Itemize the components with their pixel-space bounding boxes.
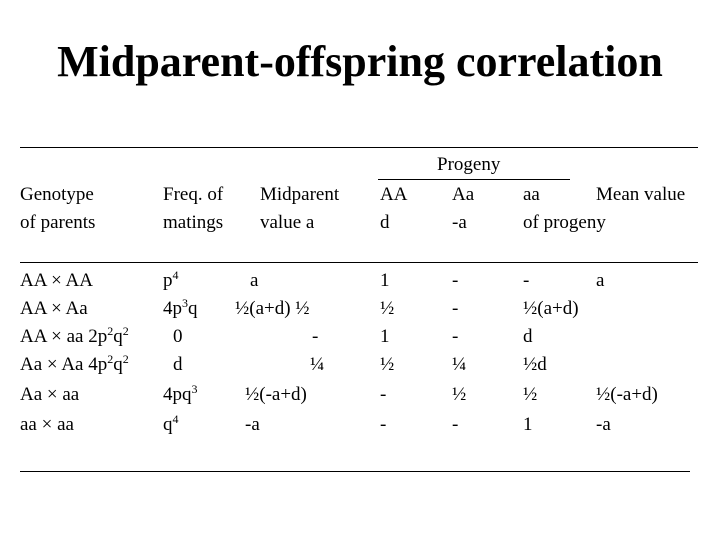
table-row-cross: AA × aa $2p^2q^2$ bbox=[20, 324, 129, 347]
table-row-col-aa: ½ bbox=[523, 384, 538, 405]
header-col-AA-sub: d bbox=[380, 212, 390, 233]
header-freq-sub: matings bbox=[163, 212, 224, 233]
table-row-col-aa: d bbox=[523, 326, 533, 347]
table-row-midparent: -a bbox=[245, 414, 260, 435]
progeny-rule bbox=[378, 179, 570, 180]
header-col-Aa: Aa bbox=[452, 184, 475, 205]
table-row-col-AA: - bbox=[380, 414, 387, 435]
table-row-col-Aa: - bbox=[452, 270, 459, 291]
table-row-freq: $4pq^3$ bbox=[163, 382, 198, 405]
table-row-midparent: ½(a+d) ½ bbox=[235, 298, 310, 319]
header-midparent: Midparent bbox=[260, 184, 340, 205]
table-row-col-Aa: ½ bbox=[452, 384, 467, 405]
table-row-col-AA: 1 bbox=[380, 270, 390, 291]
table-row-mean: -a bbox=[596, 414, 611, 435]
header-col-AA: AA bbox=[380, 184, 408, 205]
header-midparent-sub: value a bbox=[260, 212, 315, 233]
header-col-aa: aa bbox=[523, 184, 540, 205]
top-rule bbox=[20, 147, 698, 148]
table-row-col-AA: ½ bbox=[380, 298, 395, 319]
table-row-cross: Aa × aa bbox=[20, 384, 80, 405]
table-row-col-Aa: - bbox=[452, 414, 459, 435]
table-row-midparent: ¼ bbox=[310, 354, 325, 375]
table-row-cross: aa × aa bbox=[20, 414, 74, 435]
header-col-Aa-sub: -a bbox=[452, 212, 467, 233]
page-title: Midparent-offspring correlation bbox=[57, 37, 663, 86]
table-row-col-aa: - bbox=[523, 270, 530, 291]
table-row-cross: Aa × Aa $4p^2q^2$ bbox=[20, 352, 129, 375]
table-row-col-Aa: - bbox=[452, 298, 459, 319]
table-row-freq: $p^4$ bbox=[163, 268, 179, 291]
table-row-freq: $q^4$ bbox=[163, 412, 179, 435]
table-row-midparent: ½(-a+d) bbox=[245, 384, 307, 405]
bottom-rule bbox=[20, 471, 690, 472]
header-genotype: Genotype bbox=[20, 184, 94, 205]
header-freq: Freq. of bbox=[163, 184, 224, 205]
table-row-col-Aa: - bbox=[452, 326, 459, 347]
table-row-mean: a bbox=[596, 270, 605, 291]
table-row-col-aa: ½(a+d) bbox=[523, 298, 579, 319]
table-row-cross: AA × AA bbox=[20, 270, 94, 291]
header-mean: Mean value bbox=[596, 184, 686, 205]
table-row-col-AA: 1 bbox=[380, 326, 390, 347]
table-row-mean: ½(-a+d) bbox=[596, 384, 658, 405]
header-mean-sub: of progeny bbox=[523, 212, 606, 233]
table-row-col-aa: ½d bbox=[523, 354, 547, 375]
table-row-col-AA: - bbox=[380, 384, 387, 405]
table-row-freq: 0 bbox=[173, 326, 183, 347]
table-row-cross: AA × Aa bbox=[20, 298, 88, 319]
header-genotype-sub: of parents bbox=[20, 212, 96, 233]
table-row-midparent: - bbox=[312, 326, 319, 347]
table-row-freq: d bbox=[173, 354, 183, 375]
header-rule bbox=[20, 262, 698, 263]
table-row-col-Aa: ¼ bbox=[452, 354, 467, 375]
header-progeny: Progeny bbox=[437, 154, 501, 175]
table-row-midparent: a bbox=[250, 270, 259, 291]
table-row-col-aa: 1 bbox=[523, 414, 533, 435]
table-row-freq: $4p^3q$ bbox=[163, 296, 198, 319]
table-row-col-AA: ½ bbox=[380, 354, 395, 375]
